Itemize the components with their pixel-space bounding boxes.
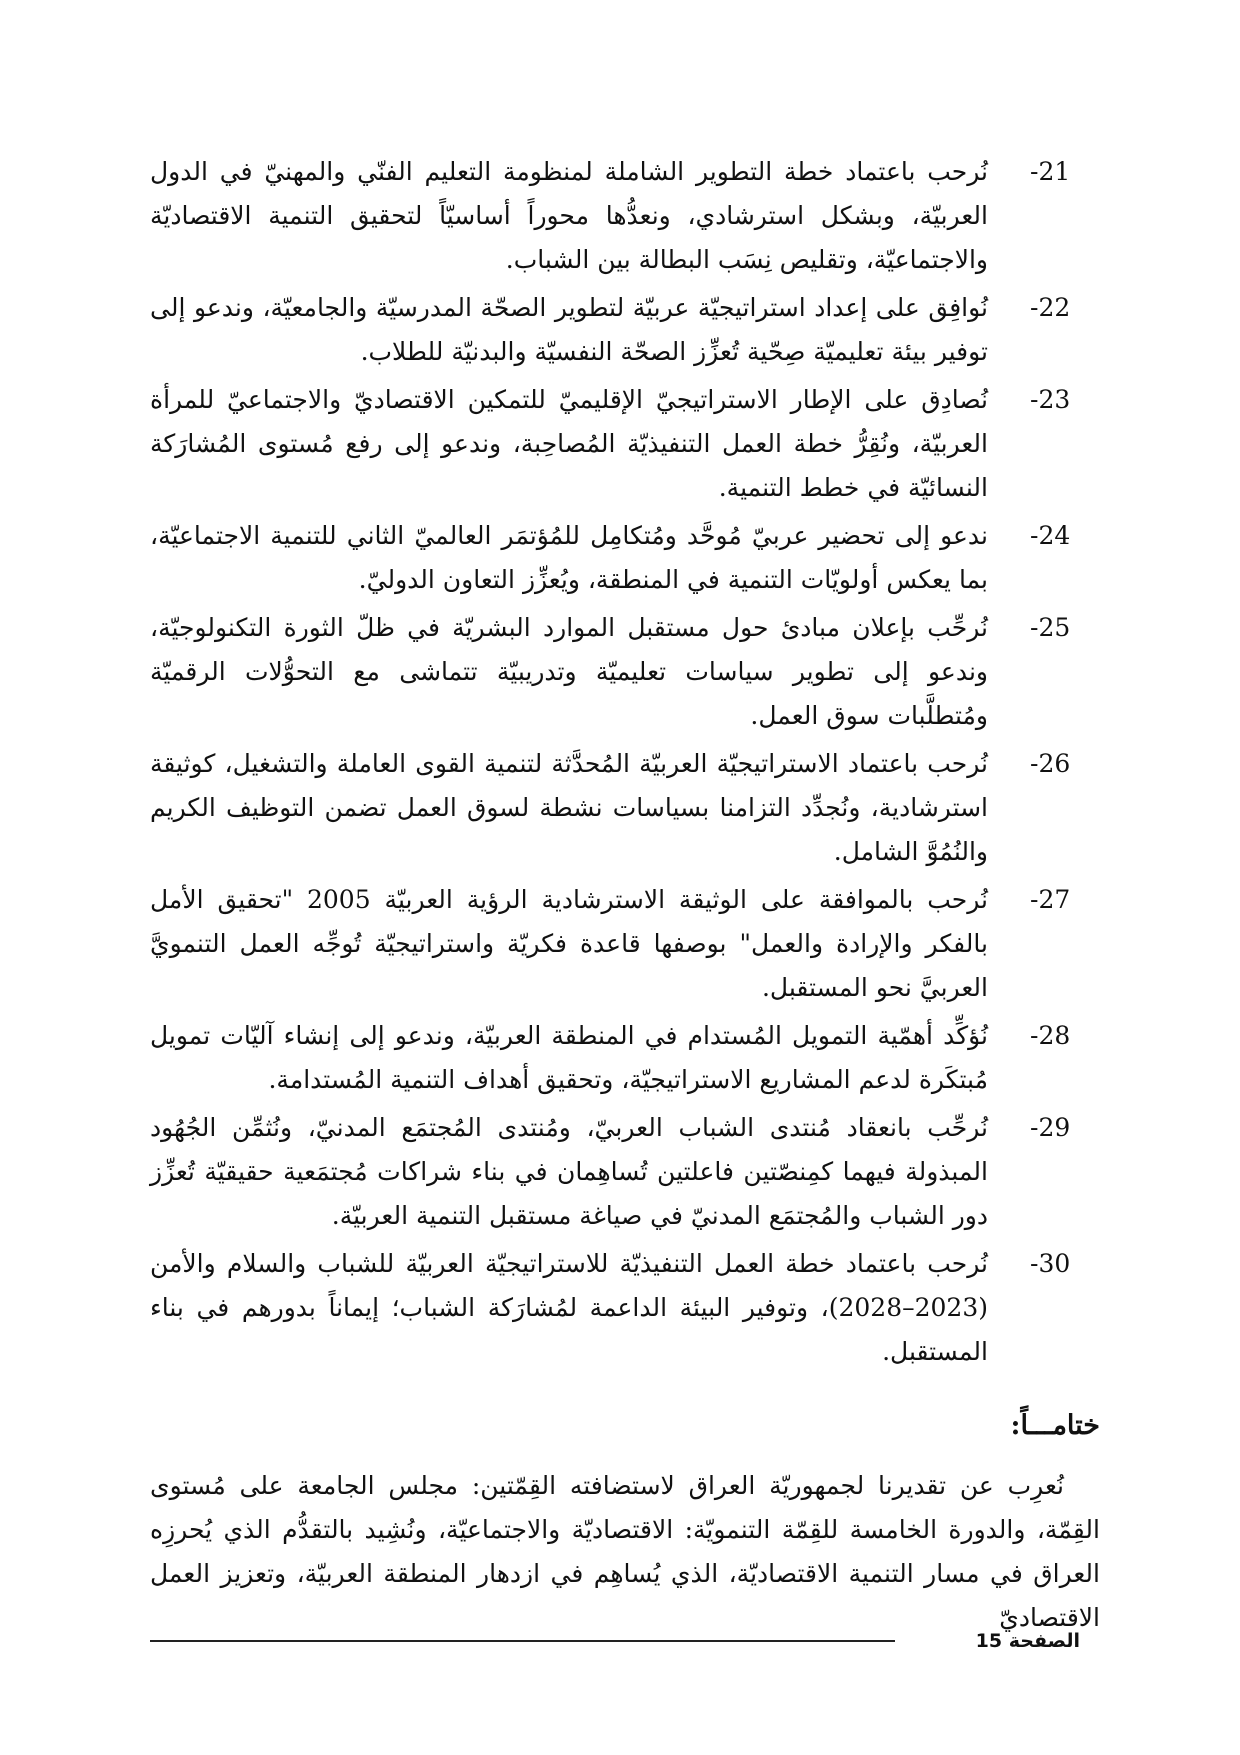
resolution-text: نُرحِّب بانعقاد مُنتدى الشباب العربيّ، ومُنتدى المُجتمَع المدنيّ، ونُثمِّن الجُهُود المبذولة فيهما كمِنصّتين فاعلتين تُساهِمان في بناء شراكات مُجتمَعية حقيقيّة تُعزِّز دور الشباب والمُجتمَع المدنيّ في صياغة مستقبل التنمية العربيّة. — [150, 1113, 988, 1230]
page-footer — [150, 1628, 1080, 1658]
document-page — [150, 150, 1100, 1640]
resolution-text: نُرحِّب بإعلان مبادئ حول مستقبل الموارد البشريّة في ظلّ الثورة التكنولوجيّة، وندعو إلى تطوير سياسات تعليميّة وتدريبيّة تتماشى مع التحوُّلات الرقميّة ومُتطلَّبات سوق العمل. — [150, 613, 988, 730]
resolution-item-25 — [150, 606, 1100, 738]
resolution-item-24 — [150, 514, 1100, 602]
page-number: الصفحة 15 — [975, 1630, 1080, 1652]
resolution-number: -22 — [1030, 293, 1071, 322]
resolution-text: نُؤكِّد أهمّية التمويل المُستدام في المنطقة العربيّة، وندعو إلى إنشاء آليّات تمويل مُبتكَرة لدعم المشاريع الاستراتيجيّة، وتحقيق أهداف التنمية المُستدامة. — [150, 1021, 988, 1094]
closing-paragraph: نُعرِب عن تقديرنا لجمهوريّة العراق لاستضافته القِمّتين: مجلس الجامعة على مُستوى القِمّة، والدورة الخامسة للقِمّة التنمويّة: الاقتصاديّة والاجتماعيّة، ونُشِيد بالتقدُّم الذي يُحرزِه العراق في مسار التنمية الاقتصاديّة، الذي يُساهِم في ازدهار المنطقة العربيّة، وتعزيز العمل الاقتصاديّ — [150, 1471, 1100, 1632]
closing-heading: ختامـــاً: — [1010, 1410, 1100, 1441]
resolution-text: نُرحب بالموافقة على الوثيقة الاسترشادية الرؤية العربيّة 2005 "تحقيق الأمل بالفكر والإرادة والعمل" بوصفها قاعدة فكريّة واستراتيجيّة تُوجِّه العمل التنمويَّ العربيَّ نحو المستقبل. — [150, 885, 988, 1002]
resolution-item-21 — [150, 150, 1100, 282]
resolution-number: -24 — [1030, 521, 1071, 550]
resolution-number: -27 — [1030, 885, 1071, 914]
resolution-item-22 — [150, 286, 1100, 374]
resolution-number: -21 — [1030, 157, 1071, 186]
resolution-number: -26 — [1030, 749, 1071, 778]
resolution-number: -25 — [1030, 613, 1071, 642]
resolution-text: نُصادِق على الإطار الاستراتيجيّ الإقليميّ للتمكين الاقتصاديّ والاجتماعيّ للمرأة العربيّة، ونُقِرُّ خطة العمل التنفيذيّة المُصاحِبة، وندعو إلى رفع مُستوى المُشارَكة النسائيّة في خطط التنمية. — [150, 385, 988, 502]
resolution-item-26 — [150, 742, 1100, 874]
resolution-item-23 — [150, 378, 1100, 510]
resolutions-list — [150, 150, 1100, 1374]
footer-divider — [150, 1640, 895, 1642]
resolution-item-29 — [150, 1106, 1100, 1238]
resolution-number: -23 — [1030, 385, 1071, 414]
resolution-number: -28 — [1030, 1021, 1071, 1050]
resolution-text: نُرحب باعتماد خطة العمل التنفيذيّة للاستراتيجيّة العربيّة للشباب والسلام والأمن (2023–2028)، وتوفير البيئة الداعمة لمُشارَكة الشباب؛ إيماناً بدورهم في بناء المستقبل. — [150, 1249, 988, 1366]
resolution-text: نُوافِق على إعداد استراتيجيّة عربيّة لتطوير الصحّة المدرسيّة والجامعيّة، وندعو إلى توفير بيئة تعليميّة صِحّية تُعزِّز الصحّة النفسيّة والبدنيّة للطلاب. — [150, 293, 988, 366]
resolution-number: -30 — [1030, 1249, 1071, 1278]
resolution-number: -29 — [1030, 1113, 1071, 1142]
resolution-item-27 — [150, 878, 1100, 1010]
resolution-item-28 — [150, 1014, 1100, 1102]
resolution-text: ندعو إلى تحضير عربيّ مُوحَّد ومُتكامِل للمُؤتمَر العالميّ الثاني للتنمية الاجتماعيّة، بما يعكس أولويّات التنمية في المنطقة، ويُعزِّز التعاون الدوليّ. — [150, 521, 988, 594]
resolution-text: نُرحب باعتماد خطة التطوير الشاملة لمنظومة التعليم الفنّي والمهنيّ في الدول العربيّة، وبشكل استرشادي، ونعدُّها محوراً أساسيّاً لتحقيق التنمية الاقتصاديّة والاجتماعيّة، وتقليص نِسَب البطالة بين الشباب. — [150, 157, 988, 274]
resolution-text: نُرحب باعتماد الاستراتيجيّة العربيّة المُحدَّثة لتنمية القوى العاملة والتشغيل، كوثيقة استرشادية، ونُجدِّد التزامنا بسياسات نشطة لسوق العمل تضمن التوظيف الكريم والنُمُوَّ الشامل. — [150, 749, 988, 866]
resolution-item-30 — [150, 1242, 1100, 1374]
